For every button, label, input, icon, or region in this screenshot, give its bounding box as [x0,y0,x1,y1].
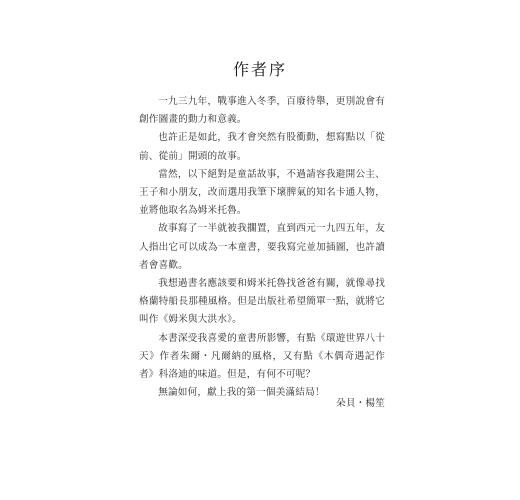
author-signature: 朵貝・楊笙 [336,398,385,409]
paragraph-3: 當然，以下絕對是童話故事，不過請容我避開公主、王子和小朋友，改而選用我筆下壞脾氣的知名卡通人物，並將他取名為姆米托魯。 [139,168,385,217]
paragraph-5: 我想過書名應該要和姆米托魯找爸爸有關，就像尋找格蘭特船長那種風格。但是出版社希望簡單一點，就將它叫作《姆米與大洪水》。 [139,278,385,326]
paragraph-1: 一九三九年，戰事進入冬季，百廢待舉，更別說會有創作圖畫的動力和意義。 [139,96,385,126]
page-title: 作者序 [232,60,287,79]
paragraph-4: 故事寫了一半就被我擱置，直到西元一九四五年，友人指出它可以成為一本童書，要我寫完並加插圖，也許讀者會喜歡。 [139,223,385,271]
preface-body [139,93,385,402]
paragraph-7: 無論如何，獻上我的第一個美滿結局！ [158,387,325,399]
paragraph-6: 本書深受我喜愛的童書所影響，有點《環遊世界八十天》作者朱爾・凡爾納的風格，又有點《木偶奇遇記作者》科洛迪的味道。但是，有何不可呢？ [139,332,385,381]
paragraph-2: 也許正是如此，我才會突然有股衝動，想寫點以「從前、從前」開頭的故事。 [139,132,385,162]
